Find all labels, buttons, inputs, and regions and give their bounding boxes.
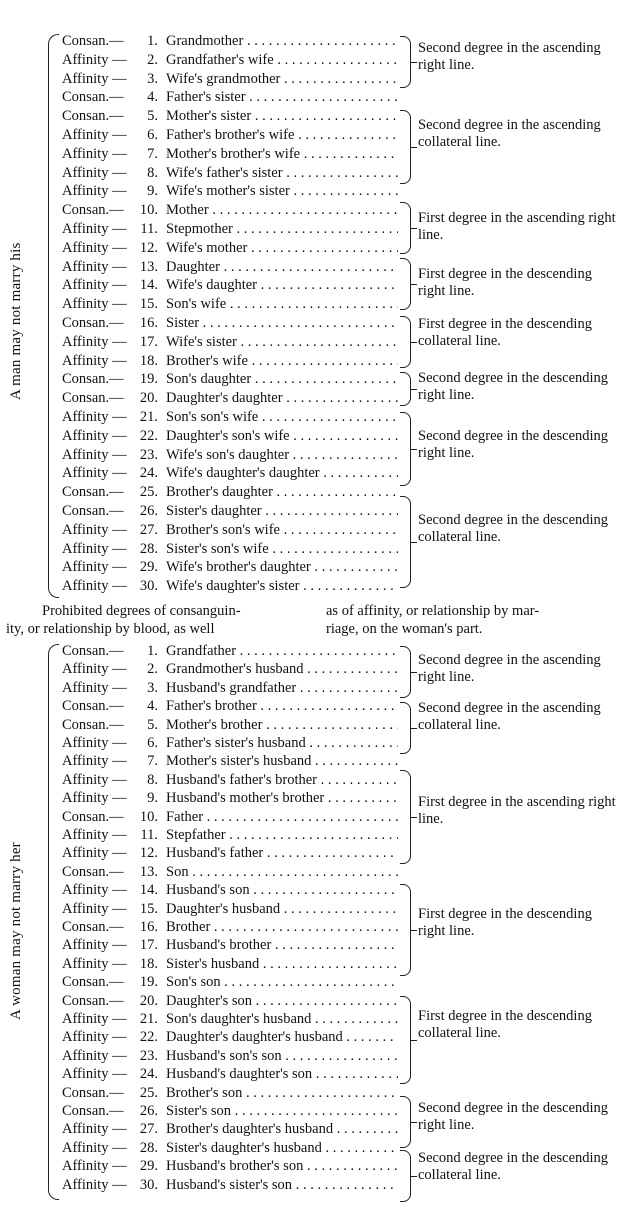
section2-brace-5 [400,996,411,1084]
row-label: Daughter's daughter's husband . . . [166,1028,398,1047]
table-row [62,446,398,465]
row-type: Consan.— [62,1084,124,1101]
section2-note-6: Second degree in the descending right line. [418,1100,609,1133]
row-number: 12. [139,239,158,256]
row-type: Affinity — [62,258,127,275]
row-number: 3. [147,70,158,87]
row-label: Husband's mother's brother . . . [166,789,398,808]
row-label: Grandmother . . . [166,32,398,51]
row-type: Affinity — [62,51,127,68]
row-label: Brother's daughter's husband . . . [166,1120,398,1139]
row-label: Brother's daughter . . . [166,483,398,502]
row-label: Mother's sister . . . [166,107,398,126]
row-type: Consan.— [62,974,124,991]
row-number: 19. [139,371,158,388]
row-number: 24. [139,465,158,482]
table-row [62,521,398,540]
table-row [62,789,398,808]
table-row [62,844,398,863]
row-label: Daughter's husband . . . [166,900,398,919]
table-row [62,389,398,408]
section2-big-brace [48,644,59,1200]
row-number: 22. [139,427,158,444]
row-label: Sister's daughter's husband . . . [166,1139,398,1158]
section1-brace-5 [400,316,411,368]
row-label: Wife's brother's daughter . . . [166,558,398,577]
row-type: Consan.— [62,698,124,715]
row-number: 5. [147,108,158,125]
row-label: Sister's husband . . . [166,955,398,974]
row-number: 30. [139,578,158,595]
row-label: Husband's father . . . [166,844,398,863]
row-type: Consan.— [62,484,124,501]
row-number: 27. [139,521,158,538]
row-number: 27. [139,1121,158,1138]
table-row [62,716,398,735]
row-type: Consan.— [62,89,124,106]
table-row [62,1102,398,1121]
table-row [62,220,398,239]
row-label: Son's wife . . . [166,295,398,314]
row-number: 2. [147,51,158,68]
table-row [62,370,398,389]
middle-caption-col2-line1: as of affinity, or relationship by mar- [326,603,540,619]
middle-caption-col1-line1: Prohibited degrees of consanguin- [42,603,241,619]
row-number: 8. [147,771,158,788]
row-label: Sister's son . . . [166,1102,398,1121]
row-type: Consan.— [62,371,124,388]
row-number: 14. [139,882,158,899]
row-number: 21. [139,409,158,425]
row-type: Affinity — [62,679,127,696]
table-row [62,660,398,679]
section2-note-4: First degree in the descending right line. [418,906,592,939]
row-label: Son's daughter's husband . . . [166,1010,398,1029]
row-label: Son . . . [166,863,398,882]
row-label: Husband's grandfather . . . [166,679,398,698]
section1-big-brace [48,34,59,598]
table-row [62,88,398,107]
row-number: 5. [147,716,158,733]
table-row [62,126,398,145]
row-number: 10. [139,202,158,219]
row-number: 20. [139,992,158,1009]
row-number: 2. [147,661,158,678]
row-type: Consan.— [62,33,124,49]
row-type: Consan.— [62,202,124,219]
row-number: 23. [139,1047,158,1064]
table-row [62,752,398,771]
row-type: Consan.— [62,716,124,733]
row-type: Affinity — [62,827,127,843]
table-row [62,734,398,753]
table-row [62,679,398,698]
table-row [62,918,398,937]
row-type: Consan.— [62,992,124,1009]
section1-note-5: First degree in the descending collateral line. [418,316,592,349]
row-type: Affinity — [62,521,127,538]
row-label: Mother's sister's husband . . . [166,752,398,771]
section2-note-7: Second degree in the descending collateral line. [418,1150,609,1183]
row-number: 17. [139,937,158,954]
section1-brace-7 [400,412,411,486]
table-row [62,642,398,661]
row-number: 16. [139,919,158,935]
row-number: 18. [139,955,158,972]
section1-brace-3 [400,202,411,254]
table-row [62,955,398,974]
row-number: 9. [147,183,158,200]
row-type: Consan.— [62,108,124,125]
row-label: Brother's son's wife . . . [166,521,398,540]
row-label: Grandfather's wife . . . [166,51,398,70]
row-type: Affinity — [62,1029,127,1046]
row-number: 7. [147,145,158,162]
row-type: Affinity — [62,333,127,350]
row-number: 6. [147,735,158,751]
table-row [62,295,398,314]
row-label: Son's daughter . . . [166,370,398,389]
row-type: Affinity — [62,900,127,917]
row-number: 28. [139,540,158,557]
row-type: Affinity — [62,1011,127,1027]
table-row [62,577,398,596]
row-label: Grandfather . . . [166,642,398,661]
row-type: Affinity — [62,540,127,557]
row-number: 26. [139,1103,158,1119]
row-label: Husband's father's brother . . . [166,771,398,790]
row-label: Grandmother's husband . . . [166,660,398,679]
table-row [62,697,398,716]
row-number: 12. [139,845,158,862]
row-label: Daughter . . . [166,258,398,277]
table-row [62,1139,398,1158]
row-number: 4. [147,698,158,715]
row-type: Affinity — [62,1066,127,1083]
middle-caption-col1-line2: ity, or relationship by blood, as well [6,621,215,637]
row-type: Consan.— [62,919,124,935]
row-label: Sister's son's wife . . . [166,540,398,559]
table-row [62,1157,398,1176]
table-row [62,70,398,89]
table-row [62,1084,398,1103]
row-number: 20. [139,390,158,407]
row-type: Affinity — [62,735,127,751]
row-label: Son's son . . . [166,973,398,992]
table-row [62,258,398,277]
middle-caption-col2-line2: riage, on the woman's part. [326,621,483,637]
row-number: 22. [139,1029,158,1046]
row-label: Mother's brother . . . [166,716,398,735]
row-number: 13. [139,863,158,880]
section2-brace-4 [400,884,411,976]
table-row [62,973,398,992]
table-row [62,826,398,845]
row-type: Affinity — [62,164,127,181]
table-row [62,1176,398,1195]
row-type: Affinity — [62,1047,127,1064]
row-number: 1. [147,643,158,659]
row-number: 25. [139,484,158,501]
row-label: Wife's son's daughter . . . [166,446,398,465]
row-type: Affinity — [62,427,127,444]
row-type: Affinity — [62,771,127,788]
row-number: 6. [147,127,158,143]
row-number: 29. [139,559,158,576]
row-type: Consan.— [62,503,124,519]
section1-brace-2 [400,110,411,184]
row-number: 18. [139,352,158,369]
row-type: Affinity — [62,446,127,463]
row-type: Affinity — [62,409,127,425]
row-type: Affinity — [62,352,127,369]
row-type: Affinity — [62,145,127,162]
table-row [62,1028,398,1047]
row-number: 16. [139,315,158,331]
row-type: Affinity — [62,239,127,256]
row-label: Daughter's daughter . . . [166,389,398,408]
row-number: 24. [139,1066,158,1083]
row-type: Affinity — [62,937,127,954]
section1-note-1: Second degree in the ascending right line. [418,40,601,73]
row-type: Consan.— [62,1103,124,1119]
row-number: 8. [147,164,158,181]
row-type: Affinity — [62,221,127,237]
row-label: Father's brother . . . [166,697,398,716]
section1-brace-1 [400,36,411,88]
row-number: 15. [139,900,158,917]
row-number: 26. [139,503,158,519]
section2-note-2: Second degree in the ascending collateral line. [418,700,601,733]
table-row [62,314,398,333]
row-label: Wife's daughter's daughter . . . [166,464,398,483]
row-type: Affinity — [62,578,127,595]
table-row [62,1120,398,1139]
table-row [62,352,398,371]
row-label: Mother's brother's wife . . . [166,145,398,164]
table-row [62,182,398,201]
row-number: 7. [147,753,158,770]
section2-brace-6 [400,1096,411,1148]
row-label: Brother . . . [166,918,398,937]
row-type: Affinity — [62,845,127,862]
row-label: Husband's sister's son . . . [166,1176,398,1195]
row-label: Wife's mother's sister . . . [166,182,398,201]
section2-brace-3 [400,770,411,864]
row-type: Affinity — [62,753,127,770]
row-label: Sister's daughter . . . [166,502,398,521]
row-type: Affinity — [62,661,127,678]
section2-note-3: First degree in the ascending right line. [418,794,616,827]
row-number: 13. [139,258,158,275]
row-type: Consan.— [62,863,124,880]
row-type: Affinity — [62,790,127,807]
row-number: 9. [147,790,158,807]
row-type: Affinity — [62,277,127,294]
table-row [62,32,398,51]
table-row [62,276,398,295]
row-number: 11. [140,221,158,237]
row-number: 15. [139,296,158,313]
table-row [62,502,398,521]
table-row [62,164,398,183]
section2-brace-1 [400,646,411,698]
row-label: Father . . . [166,808,398,827]
table-row [62,1065,398,1084]
row-label: Wife's daughter's sister . . . [166,577,398,596]
table-row [62,427,398,446]
row-label: Stepmother . . . [166,220,398,239]
row-type: Affinity — [62,1176,127,1193]
table-row [62,808,398,827]
row-type: Consan.— [62,643,124,659]
row-number: 30. [139,1176,158,1193]
table-row [62,483,398,502]
table-row [62,1010,398,1029]
row-label: Husband's daughter's son . . . [166,1065,398,1084]
table-row [62,558,398,577]
row-number: 14. [139,277,158,294]
row-label: Wife's daughter . . . [166,276,398,295]
row-type: Affinity — [62,1121,127,1138]
row-type: Affinity — [62,183,127,200]
section2-brace-2 [400,702,411,754]
section1-note-7: Second degree in the descending right line. [418,428,609,461]
row-type: Affinity — [62,1158,127,1175]
row-type: Affinity — [62,70,127,87]
section1-brace-8 [400,496,411,588]
row-number: 23. [139,446,158,463]
row-type: Affinity — [62,955,127,972]
table-row [62,1047,398,1066]
row-number: 1. [147,33,158,49]
row-type: Consan.— [62,808,124,825]
row-label: Wife's mother . . . [166,239,398,258]
table-row [62,881,398,900]
row-type: Affinity — [62,127,127,143]
row-number: 11. [140,827,158,843]
row-type: Consan.— [62,390,124,407]
row-label: Father's brother's wife . . . [166,126,398,145]
table-row [62,464,398,483]
row-type: Affinity — [62,1139,127,1156]
row-label: Husband's son's son . . . [166,1047,398,1066]
table-row [62,239,398,258]
row-label: Stepfather . . . [166,826,398,845]
section2-side-label: A woman may not marry her [8,842,24,1020]
section1-brace-4 [400,258,411,310]
row-label: Mother . . . [166,201,398,220]
row-type: Affinity — [62,882,127,899]
row-number: 25. [139,1084,158,1101]
row-type: Consan.— [62,315,124,331]
row-label: Husband's son . . . [166,881,398,900]
row-number: 17. [139,333,158,350]
table-row [62,540,398,559]
row-type: Affinity — [62,559,127,576]
section2-note-1: Second degree in the ascending right line. [418,652,601,685]
table-row [62,107,398,126]
section2-note-5: First degree in the descending collateral line. [418,1008,592,1041]
row-label: Wife's grandmother . . . [166,70,398,89]
table-row [62,936,398,955]
row-label: Daughter's son's wife . . . [166,427,398,446]
row-label: Husband's brother . . . [166,936,398,955]
row-number: 19. [139,974,158,991]
row-label: Brother's son . . . [166,1084,398,1103]
row-label: Son's son's wife . . . [166,408,398,427]
row-type: Affinity — [62,465,127,482]
row-label: Wife's sister . . . [166,333,398,352]
section1-side-label: A man may not marry his [8,242,24,400]
section1-note-3: First degree in the ascending right line. [418,210,616,243]
section1-note-6: Second degree in the descending right line. [418,370,609,403]
row-label: Wife's father's sister . . . [166,164,398,183]
row-label: Father's sister's husband . . . [166,734,398,753]
row-type: Affinity — [62,296,127,313]
section1-note-4: First degree in the descending right line. [418,266,592,299]
row-number: 4. [147,89,158,106]
section2-brace-7 [400,1150,411,1202]
table-row [62,900,398,919]
row-label: Husband's brother's son . . . [166,1157,398,1176]
row-number: 3. [147,679,158,696]
table-row [62,863,398,882]
table-row [62,333,398,352]
row-number: 28. [139,1139,158,1156]
table-row [62,992,398,1011]
section1-note-8: Second degree in the descending collateral line. [418,512,609,545]
row-label: Sister . . . [166,314,398,333]
table-row [62,201,398,220]
row-label: Father's sister . . . [166,88,398,107]
table-row [62,145,398,164]
table-row [62,771,398,790]
table-row [62,51,398,70]
row-label: Daughter's son . . . [166,992,398,1011]
row-number: 29. [139,1158,158,1175]
row-number: 21. [139,1011,158,1027]
row-label: Brother's wife . . . [166,352,398,371]
row-number: 10. [139,808,158,825]
section1-note-2: Second degree in the ascending collateral line. [418,117,601,150]
section1-brace-6 [400,372,411,406]
table-row [62,408,398,427]
